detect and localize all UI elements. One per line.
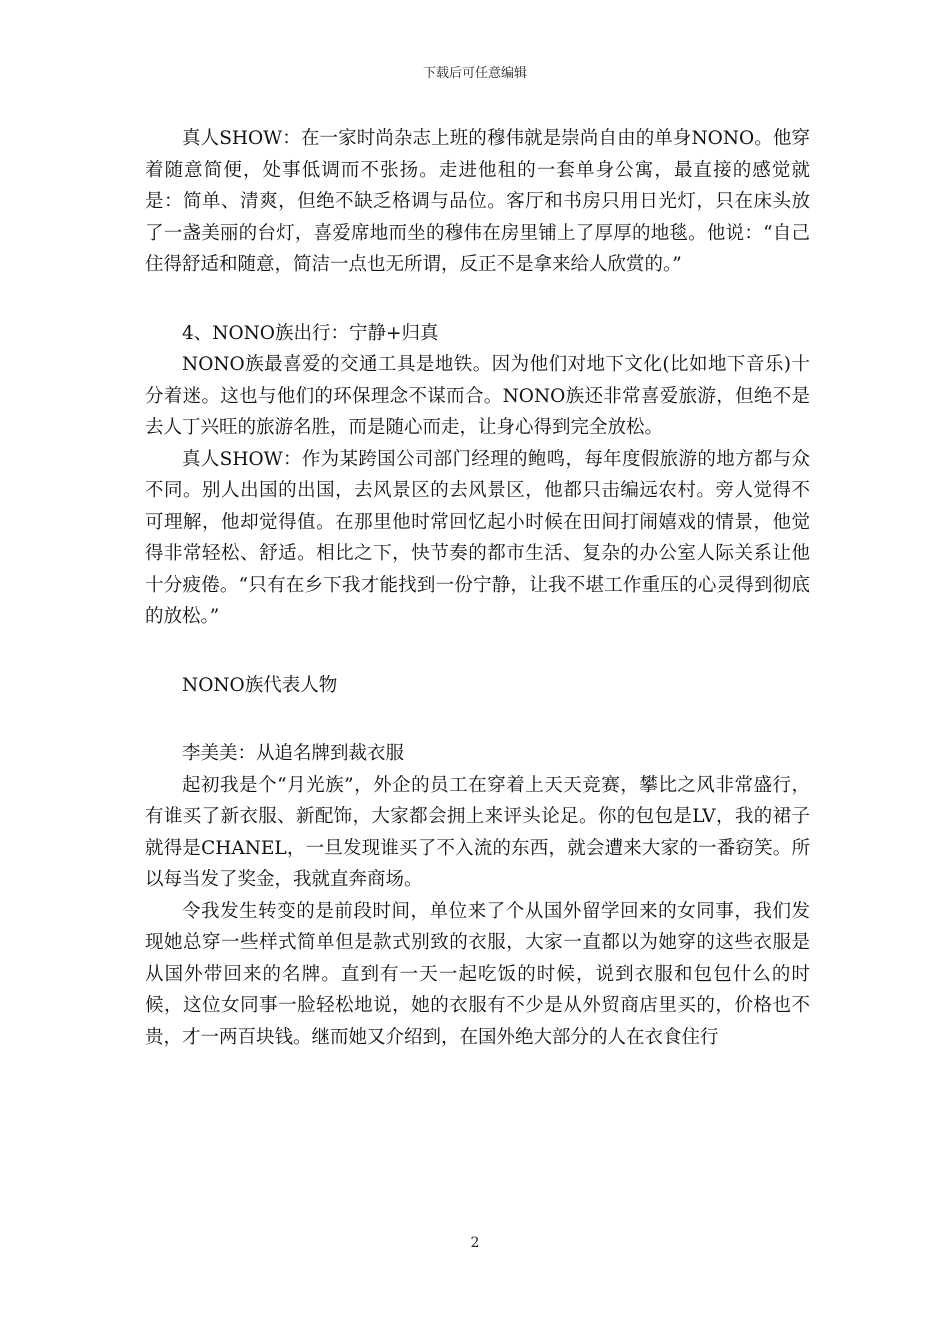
paragraph-1: 真人SHOW：在一家时尚杂志上班的穆伟就是崇尚自由的单身NONO。他穿着随意简便，处事低调而不张扬。走进他租的一套单身公寓，最直接的感觉就是：简单、清爽，但绝不缺乏格调与品位。客厅和书房只用日光灯，只在床头放了一盏美丽的台灯，喜爱席地而坐的穆伟在房里铺上了厚厚的地毯。他说：“自己住得舒适和随意，简洁一点也无所谓，反正不是拿来给人欣赏的。” bbox=[145, 128, 810, 275]
paragraph-2: NONO族最喜爱的交通工具是地铁。因为他们对地下文化(比如地下音乐)十分着迷。这也与他们的环保理念不谋而合。NONO族还非常喜爱旅游，但绝不是去人丁兴旺的旅游名胜，而是随心而走，让身心得到完全放松。 bbox=[145, 354, 810, 438]
paragraph-3: 真人SHOW：作为某跨国公司部门经理的鲍鸣，每年度假旅游的地方都与众不同。别人出国的出国，去风景区的去风景区，他都只击编远农村。旁人觉得不可理解，他却觉得值。在那里他时常回忆起小时候在田间打闹嬉戏的情景，他觉得非常轻松、舒适。相比之下，快节奏的都市生活、复杂的办公室人际关系让他十分疲倦。“只有在乡下我才能找到一份宁静，让我不堪工作重压的心灵得到彻底的放松。” bbox=[145, 448, 810, 627]
page-header: 下载后可任意编辑 bbox=[422, 66, 527, 81]
spacer bbox=[145, 281, 810, 318]
subheading-li-meimei: 李美美：从追名牌到裁衣服 bbox=[182, 743, 405, 764]
section-heading-representatives: NONO族代表人物 bbox=[182, 674, 338, 696]
paragraph-5: 令我发生转变的是前段时间，单位来了个从国外留学回来的女同事，我们发现她总穿一些样式简单但是款式别致的衣服，大家一直都以为她穿的这些衣服是从国外带回来的名牌。直到有一天一起吃饭的时候，说到衣服和包包什么的时候，这位女同事一脸轻松地说，她的衣服有不少是从外贸商店里买的，价格也不贵，才一两百块钱。继而她又介绍到，在国外绝大部分的人在衣食住行 bbox=[145, 900, 810, 1048]
document-body bbox=[145, 123, 810, 1053]
spacer bbox=[145, 701, 810, 738]
spacer bbox=[145, 633, 810, 670]
section-heading-travel: 4、NONO族出行：宁静+归真 bbox=[182, 322, 439, 344]
paragraph-4: 起初我是个“月光族”，外企的员工在穿着上天天竞赛，攀比之风非常盛行，有谁买了新衣服、新配饰，大家都会拥上来评头论足。你的包包是LV，我的裙子就得是CHANEL，一旦发现谁买了不入流的东西，就会遭来大家的一番窃笑。所以每当发了奖金，我就直奔商场。 bbox=[145, 774, 810, 890]
page-number: 2 bbox=[470, 1235, 480, 1251]
